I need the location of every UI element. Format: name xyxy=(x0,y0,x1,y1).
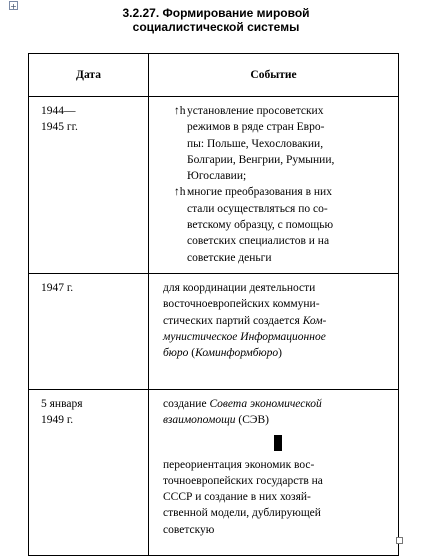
page-title xyxy=(0,6,432,34)
event-line: Болгарии, Венгрии, Румынии, xyxy=(187,153,335,166)
event-line: ственной модели, дублирующей xyxy=(163,507,321,520)
event-text-italic: Коминформбюро xyxy=(195,347,279,360)
header-row xyxy=(29,54,399,97)
event-text-italic: бюро xyxy=(163,347,189,360)
event-line: многие преобразования в них xyxy=(187,186,332,199)
event-line: пы: Польше, Чехословакии, xyxy=(187,137,324,150)
event-line: советские деньги xyxy=(187,251,272,264)
event-text: ) xyxy=(278,347,282,360)
event-line: ветскому образцу, с помощью xyxy=(187,219,334,232)
event-cell xyxy=(149,390,399,556)
event-line: СССР и создание в них хозяй- xyxy=(163,491,311,504)
event-line xyxy=(163,396,374,412)
event-line xyxy=(163,412,374,428)
text-cursor[interactable] xyxy=(274,435,282,451)
event-text: (СЭВ) xyxy=(235,414,269,427)
event-line xyxy=(163,313,374,329)
event-line: переориентация экономик вос- xyxy=(163,458,315,471)
bullet-mark: ↑h xyxy=(174,105,186,117)
events-table xyxy=(28,53,399,556)
bullet-item xyxy=(163,184,374,265)
date-line: 5 января xyxy=(41,398,83,410)
table-row xyxy=(29,390,399,556)
table-row xyxy=(29,274,399,390)
date-line: 1944— xyxy=(41,105,76,117)
event-text-italic: взаимопомощи xyxy=(163,414,236,427)
event-text: стических партий создается xyxy=(163,314,303,327)
event-line: режимов в ряде стран Евро- xyxy=(187,121,325,134)
event-text: создание xyxy=(163,398,210,410)
event-line: стали осуществляться по со- xyxy=(187,202,328,215)
table-move-icon[interactable]: + xyxy=(10,2,17,11)
date-line: 1947 г. xyxy=(41,282,74,294)
table-row xyxy=(29,97,399,274)
event-text: ( xyxy=(188,347,196,360)
event-line: Югославии; xyxy=(187,170,247,183)
event-line: точноевропейских государств на xyxy=(163,474,323,487)
event-line xyxy=(163,345,374,361)
event-text-italic: мунистическое Информационное xyxy=(163,330,326,343)
event-line xyxy=(163,329,374,345)
event-line: установление просоветских xyxy=(187,105,324,117)
bullet-mark: ↑h xyxy=(174,186,186,199)
title-line-1: 3.2.27. Формирование мировой xyxy=(122,6,310,20)
event-cell xyxy=(149,274,399,390)
title-line-2: социалистической системы xyxy=(132,20,300,34)
event-line: советских специалистов и на xyxy=(187,235,330,248)
event-line: восточноевропейских коммуни- xyxy=(163,298,320,311)
date-cell xyxy=(29,390,149,556)
event-text-italic: Ком- xyxy=(302,314,327,327)
date-cell xyxy=(29,274,149,390)
date-line: 1945 гг. xyxy=(41,121,78,134)
event-line: советскую xyxy=(163,523,215,536)
event-cell xyxy=(149,97,399,274)
header-date: Дата xyxy=(29,54,149,97)
event-line: для координации деятельности xyxy=(163,282,316,294)
date-line: 1949 г. xyxy=(41,414,74,427)
date-cell xyxy=(29,97,149,274)
event-text-italic: Совета экономической xyxy=(209,398,322,410)
bullet-item xyxy=(163,103,374,184)
separator xyxy=(163,429,374,457)
header-event: Событие xyxy=(149,54,399,97)
